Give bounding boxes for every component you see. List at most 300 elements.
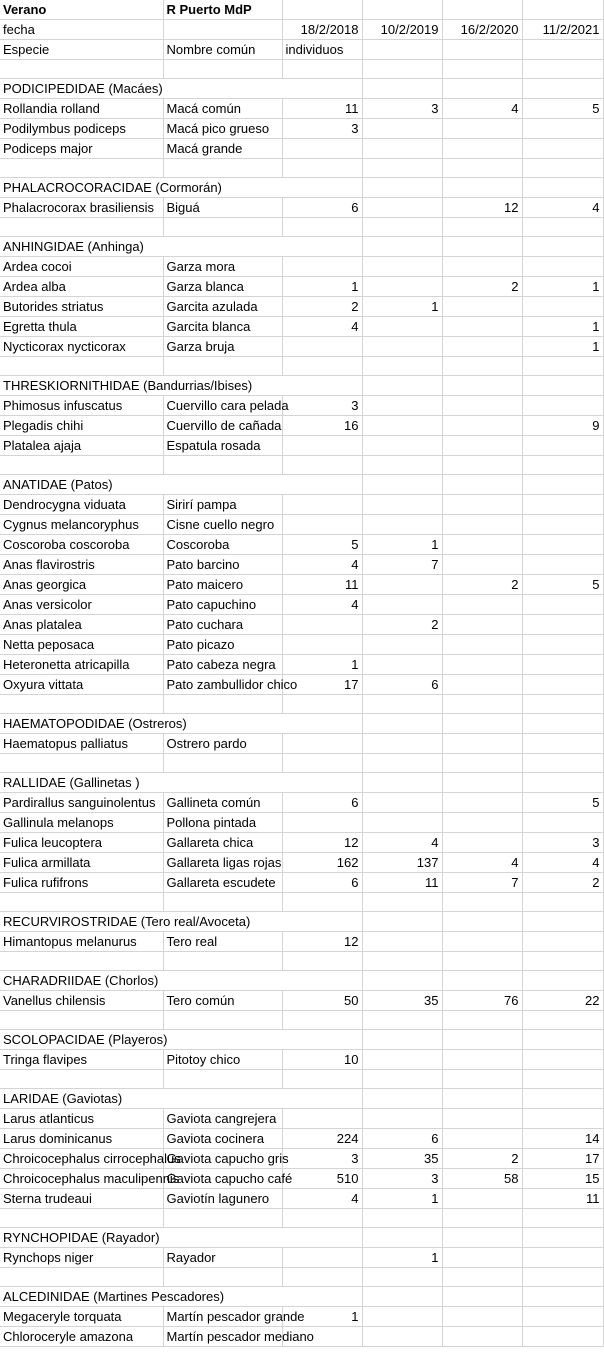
count-cell[interactable] [522,615,603,635]
common-name-cell[interactable]: Gallineta común [163,793,282,813]
cell-empty[interactable] [163,1268,282,1287]
cell-empty[interactable] [442,1089,522,1109]
species-cell[interactable]: Chroicocephalus maculipennis [0,1169,163,1189]
species-cell[interactable]: Anas platalea [0,615,163,635]
count-cell[interactable]: 2 [442,1149,522,1169]
cell-individuos-label[interactable]: individuos [282,40,362,60]
count-cell[interactable] [442,119,522,139]
cell-especie-label[interactable]: Especie [0,40,163,60]
cell-empty[interactable] [522,357,603,376]
common-name-cell[interactable]: Martín pescador mediano [163,1327,282,1347]
cell-empty[interactable] [522,1209,603,1228]
cell-empty[interactable] [282,754,362,773]
species-cell[interactable]: Ardea alba [0,277,163,297]
cell-empty[interactable] [282,218,362,237]
family-name-cell[interactable]: SCOLOPACIDAE (Playeros) [0,1030,163,1050]
cell-empty[interactable] [442,218,522,237]
count-cell[interactable] [442,317,522,337]
common-name-cell[interactable]: Ostrero pardo [163,734,282,754]
common-name-cell[interactable]: Gaviota capucho café [163,1169,282,1189]
cell-empty[interactable] [282,1011,362,1030]
species-cell[interactable]: Gallinula melanops [0,813,163,833]
family-name-cell[interactable]: CHARADRIIDAE (Chorlos) [0,971,163,991]
count-cell[interactable] [522,932,603,952]
cell-empty[interactable] [442,79,522,99]
count-cell[interactable]: 137 [362,853,442,873]
count-cell[interactable]: 9 [522,416,603,436]
count-cell[interactable]: 6 [362,1129,442,1149]
common-name-cell[interactable]: Pato cuchara [163,615,282,635]
common-name-cell[interactable]: Garcita azulada [163,297,282,317]
count-cell[interactable]: 12 [442,198,522,218]
cell-empty[interactable] [282,1228,362,1248]
count-cell[interactable]: 10 [282,1050,362,1070]
count-cell[interactable]: 6 [362,675,442,695]
species-cell[interactable]: Ardea cocoi [0,257,163,277]
cell-empty[interactable] [282,912,362,932]
cell-date-4[interactable]: 11/2/2021 [522,20,603,40]
count-cell[interactable] [442,833,522,853]
cell-empty[interactable] [442,1287,522,1307]
species-cell[interactable]: Podiceps major [0,139,163,159]
cell-empty[interactable] [362,1287,442,1307]
common-name-cell[interactable]: Pitotoy chico [163,1050,282,1070]
common-name-cell[interactable]: Biguá [163,198,282,218]
common-name-cell[interactable]: Cuervillo de cañada [163,416,282,436]
cell-empty[interactable] [362,912,442,932]
cell-empty[interactable] [163,218,282,237]
cell-empty[interactable] [282,893,362,912]
family-name-cell[interactable]: PHALACROCORACIDAE (Cormorán) [0,178,163,198]
species-cell[interactable]: Heteronetta atricapilla [0,655,163,675]
cell-empty[interactable] [442,0,522,20]
cell-empty[interactable] [522,1268,603,1287]
cell-empty[interactable] [282,1070,362,1089]
count-cell[interactable]: 224 [282,1129,362,1149]
cell-empty[interactable] [442,456,522,475]
count-cell[interactable] [442,615,522,635]
cell-empty[interactable] [163,237,282,257]
cell-empty[interactable] [362,218,442,237]
count-cell[interactable] [442,257,522,277]
species-cell[interactable]: Plegadis chihi [0,416,163,436]
common-name-cell[interactable]: Pollona pintada [163,813,282,833]
count-cell[interactable] [362,734,442,754]
count-cell[interactable]: 6 [282,198,362,218]
cell-empty[interactable] [442,1228,522,1248]
family-name-cell[interactable]: ALCEDINIDAE (Martines Pescadores) [0,1287,163,1307]
common-name-cell[interactable]: Gaviota cocinera [163,1129,282,1149]
count-cell[interactable]: 4 [522,853,603,873]
count-cell[interactable] [442,1109,522,1129]
count-cell[interactable]: 11 [522,1189,603,1209]
count-cell[interactable]: 2 [522,873,603,893]
common-name-cell[interactable]: Pato capuchino [163,595,282,615]
count-cell[interactable]: 1 [522,317,603,337]
count-cell[interactable]: 1 [362,535,442,555]
count-cell[interactable] [522,655,603,675]
cell-empty[interactable] [522,714,603,734]
cell-empty[interactable] [442,714,522,734]
common-name-cell[interactable]: Gaviotín lagunero [163,1189,282,1209]
count-cell[interactable]: 510 [282,1169,362,1189]
count-cell[interactable] [362,396,442,416]
cell-empty[interactable] [522,178,603,198]
cell-empty[interactable] [522,695,603,714]
count-cell[interactable]: 4 [442,853,522,873]
species-cell[interactable]: Nycticorax nycticorax [0,337,163,357]
cell-empty[interactable] [282,357,362,376]
count-cell[interactable] [282,139,362,159]
species-cell[interactable]: Fulica leucoptera [0,833,163,853]
cell-empty[interactable] [362,1209,442,1228]
count-cell[interactable]: 16 [282,416,362,436]
cell-empty[interactable] [282,971,362,991]
cell-empty[interactable] [282,237,362,257]
species-cell[interactable]: Megaceryle torquata [0,1307,163,1327]
count-cell[interactable]: 1 [522,277,603,297]
species-cell[interactable]: Tringa flavipes [0,1050,163,1070]
count-cell[interactable] [442,813,522,833]
cell-empty[interactable] [442,357,522,376]
common-name-cell[interactable]: Gallareta escudete [163,873,282,893]
count-cell[interactable]: 50 [282,991,362,1011]
cell-empty[interactable] [362,237,442,257]
cell-title-right[interactable]: R Puerto MdP [163,0,282,20]
cell-empty[interactable] [522,971,603,991]
count-cell[interactable] [442,535,522,555]
count-cell[interactable]: 4 [362,833,442,853]
cell-empty[interactable] [522,912,603,932]
cell-empty[interactable] [362,773,442,793]
count-cell[interactable] [522,734,603,754]
species-cell[interactable]: Vanellus chilensis [0,991,163,1011]
cell-empty[interactable] [282,178,362,198]
count-cell[interactable] [442,1129,522,1149]
count-cell[interactable] [282,734,362,754]
cell-empty[interactable] [362,754,442,773]
cell-empty[interactable] [442,754,522,773]
count-cell[interactable]: 1 [362,1189,442,1209]
count-cell[interactable] [282,813,362,833]
cell-empty[interactable] [163,695,282,714]
common-name-cell[interactable]: Coscoroba [163,535,282,555]
family-name-cell[interactable]: RECURVIROSTRIDAE (Tero real/Avoceta) [0,912,163,932]
count-cell[interactable]: 14 [522,1129,603,1149]
cell-empty[interactable] [522,40,603,60]
cell-empty[interactable] [442,376,522,396]
species-cell[interactable]: Himantopus melanurus [0,932,163,952]
cell-empty[interactable] [522,893,603,912]
count-cell[interactable] [362,595,442,615]
cell-empty[interactable] [362,695,442,714]
family-name-cell[interactable]: RALLIDAE (Gallinetas ) [0,773,163,793]
cell-empty[interactable] [163,1070,282,1089]
count-cell[interactable]: 35 [362,1149,442,1169]
cell-empty[interactable] [442,773,522,793]
species-cell[interactable]: Podilymbus podiceps [0,119,163,139]
cell-fecha-label[interactable]: fecha [0,20,163,40]
family-name-cell[interactable]: ANATIDAE (Patos) [0,475,163,495]
common-name-cell[interactable]: Espatula rosada [163,436,282,456]
count-cell[interactable] [442,1327,522,1347]
cell-empty[interactable] [362,40,442,60]
cell-empty[interactable] [362,79,442,99]
count-cell[interactable] [362,655,442,675]
count-cell[interactable] [282,337,362,357]
common-name-cell[interactable]: Pato cabeza negra [163,655,282,675]
cell-empty[interactable] [282,695,362,714]
count-cell[interactable]: 7 [442,873,522,893]
count-cell[interactable] [522,139,603,159]
common-name-cell[interactable]: Pato maicero [163,575,282,595]
cell-empty[interactable] [362,893,442,912]
count-cell[interactable] [442,1248,522,1268]
count-cell[interactable] [522,675,603,695]
count-cell[interactable] [362,1050,442,1070]
cell-empty[interactable] [362,971,442,991]
cell-empty[interactable] [362,178,442,198]
count-cell[interactable] [362,515,442,535]
common-name-cell[interactable]: Garza mora [163,257,282,277]
cell-empty[interactable] [362,1030,442,1050]
count-cell[interactable] [442,675,522,695]
common-name-cell[interactable]: Cuervillo cara pelada [163,396,282,416]
species-cell[interactable]: Pardirallus sanguinolentus [0,793,163,813]
common-name-cell[interactable]: Macá pico grueso [163,119,282,139]
count-cell[interactable] [442,1050,522,1070]
cell-empty[interactable] [442,971,522,991]
cell-empty[interactable] [282,60,362,79]
count-cell[interactable] [522,635,603,655]
cell-empty[interactable] [282,376,362,396]
count-cell[interactable] [442,297,522,317]
species-cell[interactable]: Larus atlanticus [0,1109,163,1129]
cell-empty[interactable] [522,456,603,475]
count-cell[interactable] [442,436,522,456]
common-name-cell[interactable]: Gaviota capucho gris [163,1149,282,1169]
common-name-cell[interactable]: Gallareta chica [163,833,282,853]
cell-empty[interactable] [442,237,522,257]
count-cell[interactable]: 2 [442,277,522,297]
cell-empty[interactable] [0,159,163,178]
count-cell[interactable] [362,317,442,337]
common-name-cell[interactable]: Pato barcino [163,555,282,575]
count-cell[interactable] [442,793,522,813]
count-cell[interactable]: 3 [282,119,362,139]
count-cell[interactable] [282,495,362,515]
cell-empty[interactable] [522,79,603,99]
count-cell[interactable]: 2 [362,615,442,635]
count-cell[interactable] [522,515,603,535]
cell-empty[interactable] [442,60,522,79]
cell-empty[interactable] [163,79,282,99]
cell-empty[interactable] [282,1089,362,1109]
common-name-cell[interactable]: Pato zambullidor chico [163,675,282,695]
species-cell[interactable]: Chroicocephalus cirrocephalus [0,1149,163,1169]
cell-empty[interactable] [522,60,603,79]
count-cell[interactable] [522,535,603,555]
count-cell[interactable] [282,635,362,655]
cell-empty[interactable] [442,1011,522,1030]
cell-empty[interactable] [522,376,603,396]
count-cell[interactable]: 11 [282,575,362,595]
cell-empty[interactable] [163,971,282,991]
count-cell[interactable] [442,1307,522,1327]
common-name-cell[interactable]: Macá común [163,99,282,119]
count-cell[interactable] [282,615,362,635]
species-cell[interactable]: Oxyura vittata [0,675,163,695]
cell-empty[interactable] [282,1209,362,1228]
cell-empty[interactable] [163,20,282,40]
cell-empty[interactable] [282,1030,362,1050]
family-name-cell[interactable]: ANHINGIDAE (Anhinga) [0,237,163,257]
cell-empty[interactable] [442,695,522,714]
cell-empty[interactable] [522,159,603,178]
count-cell[interactable] [362,932,442,952]
family-name-cell[interactable]: LARIDAE (Gaviotas) [0,1089,163,1109]
cell-empty[interactable] [163,159,282,178]
species-cell[interactable]: Netta peposaca [0,635,163,655]
cell-empty[interactable] [442,159,522,178]
cell-empty[interactable] [282,0,362,20]
cell-empty[interactable] [163,952,282,971]
cell-empty[interactable] [362,1089,442,1109]
count-cell[interactable]: 12 [282,833,362,853]
species-cell[interactable]: Larus dominicanus [0,1129,163,1149]
species-cell[interactable]: Fulica rufifrons [0,873,163,893]
species-cell[interactable]: Anas flavirostris [0,555,163,575]
common-name-cell[interactable]: Garza blanca [163,277,282,297]
count-cell[interactable] [442,734,522,754]
cell-empty[interactable] [362,1228,442,1248]
count-cell[interactable] [362,198,442,218]
cell-empty[interactable] [522,218,603,237]
count-cell[interactable] [362,436,442,456]
species-cell[interactable]: Anas versicolor [0,595,163,615]
count-cell[interactable] [442,655,522,675]
common-name-cell[interactable]: Macá grande [163,139,282,159]
count-cell[interactable] [522,297,603,317]
count-cell[interactable]: 3 [522,833,603,853]
count-cell[interactable] [362,1307,442,1327]
count-cell[interactable]: 1 [522,337,603,357]
species-cell[interactable]: Haematopus palliatus [0,734,163,754]
cell-empty[interactable] [282,952,362,971]
count-cell[interactable] [362,337,442,357]
cell-empty[interactable] [522,1030,603,1050]
cell-empty[interactable] [362,1011,442,1030]
common-name-cell[interactable]: Garcita blanca [163,317,282,337]
count-cell[interactable]: 2 [282,297,362,317]
cell-empty[interactable] [362,376,442,396]
count-cell[interactable] [362,793,442,813]
count-cell[interactable] [522,119,603,139]
cell-empty[interactable] [522,1011,603,1030]
count-cell[interactable]: 3 [282,1149,362,1169]
cell-empty[interactable] [163,456,282,475]
species-cell[interactable]: Dendrocygna viduata [0,495,163,515]
count-cell[interactable] [362,635,442,655]
count-cell[interactable] [522,595,603,615]
cell-empty[interactable] [0,357,163,376]
count-cell[interactable]: 4 [282,595,362,615]
count-cell[interactable]: 12 [282,932,362,952]
cell-empty[interactable] [282,456,362,475]
count-cell[interactable] [442,932,522,952]
cell-empty[interactable] [0,1268,163,1287]
count-cell[interactable] [442,515,522,535]
cell-empty[interactable] [282,773,362,793]
cell-empty[interactable] [163,1209,282,1228]
common-name-cell[interactable]: Tero real [163,932,282,952]
cell-empty[interactable] [362,1070,442,1089]
count-cell[interactable] [442,595,522,615]
count-cell[interactable]: 162 [282,853,362,873]
cell-empty[interactable] [442,475,522,495]
count-cell[interactable]: 35 [362,991,442,1011]
count-cell[interactable]: 2 [442,575,522,595]
cell-empty[interactable] [0,456,163,475]
cell-empty[interactable] [0,1011,163,1030]
count-cell[interactable]: 1 [362,1248,442,1268]
count-cell[interactable] [362,495,442,515]
count-cell[interactable] [362,416,442,436]
count-cell[interactable] [522,1248,603,1268]
common-name-cell[interactable]: Cisne cuello negro [163,515,282,535]
count-cell[interactable] [522,436,603,456]
cell-title-left[interactable]: Verano [0,0,163,20]
common-name-cell[interactable]: Gallareta ligas rojas [163,853,282,873]
count-cell[interactable] [522,555,603,575]
count-cell[interactable]: 7 [362,555,442,575]
cell-empty[interactable] [442,1070,522,1089]
count-cell[interactable] [442,337,522,357]
cell-empty[interactable] [362,475,442,495]
cell-empty[interactable] [282,475,362,495]
cell-empty[interactable] [362,1268,442,1287]
cell-empty[interactable] [442,912,522,932]
cell-empty[interactable] [362,714,442,734]
count-cell[interactable]: 3 [282,396,362,416]
common-name-cell[interactable]: Rayador [163,1248,282,1268]
cell-empty[interactable] [163,773,282,793]
count-cell[interactable] [442,139,522,159]
count-cell[interactable]: 4 [282,555,362,575]
cell-empty[interactable] [442,893,522,912]
count-cell[interactable] [282,436,362,456]
cell-empty[interactable] [362,60,442,79]
cell-date-2[interactable]: 10/2/2019 [362,20,442,40]
cell-empty[interactable] [282,1268,362,1287]
count-cell[interactable]: 4 [522,198,603,218]
cell-empty[interactable] [442,40,522,60]
count-cell[interactable]: 1 [362,297,442,317]
cell-empty[interactable] [522,475,603,495]
count-cell[interactable] [522,396,603,416]
common-name-cell[interactable]: Pato picazo [163,635,282,655]
count-cell[interactable] [362,277,442,297]
count-cell[interactable]: 1 [282,277,362,297]
count-cell[interactable]: 5 [282,535,362,555]
cell-empty[interactable] [0,1209,163,1228]
common-name-cell[interactable]: Sirirí pampa [163,495,282,515]
count-cell[interactable] [362,813,442,833]
count-cell[interactable] [282,1109,362,1129]
cell-empty[interactable] [522,1089,603,1109]
count-cell[interactable] [522,257,603,277]
count-cell[interactable]: 4 [442,99,522,119]
